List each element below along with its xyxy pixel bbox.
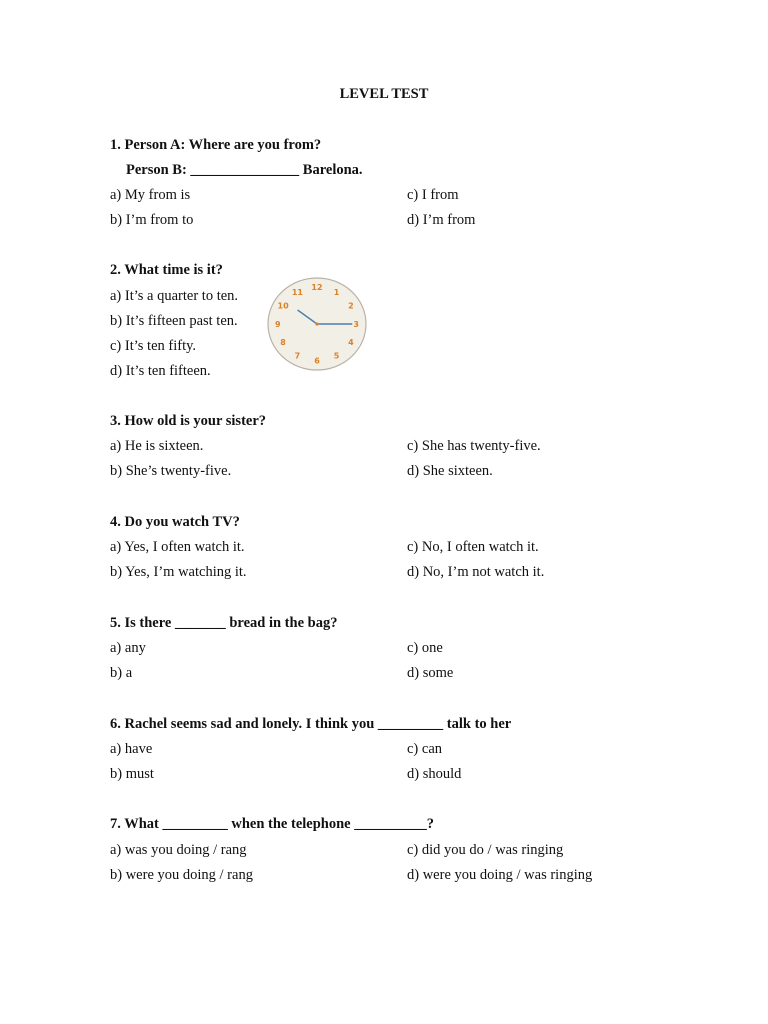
question-4-option-c[interactable]: c) No, I often watch it.: [407, 539, 539, 555]
clock-number-10: 10: [277, 301, 289, 311]
clock-number-6: 6: [314, 356, 320, 366]
question-2-option-b[interactable]: b) It’s fifteen past ten.: [110, 313, 238, 329]
question-1-option-b[interactable]: b) I’m from to: [110, 212, 194, 228]
question-5-option-a[interactable]: a) any: [110, 640, 146, 656]
question-6-option-c[interactable]: c) can: [407, 741, 443, 757]
clock-number-3: 3: [353, 319, 359, 329]
question-2-prompt: 2. What time is it?: [110, 262, 223, 278]
clock-number-5: 5: [333, 351, 340, 361]
question-6-option-a[interactable]: a) have: [110, 741, 153, 757]
question-1-prompt-line-2: Person B: _______________ Barelona.: [126, 162, 363, 178]
clock-number-1: 1: [333, 287, 340, 297]
question-7-option-a[interactable]: a) was you doing / rang: [110, 842, 247, 858]
question-1-option-c[interactable]: c) I from: [407, 187, 459, 203]
question-3-option-b[interactable]: b) She’s twenty-five.: [110, 463, 232, 479]
question-6-option-d[interactable]: d) should: [407, 766, 462, 782]
page-title: LEVEL TEST: [339, 86, 429, 102]
question-6-prompt: 6. Rachel seems sad and lonely. I think you _________ talk to her: [110, 716, 512, 732]
clock-number-8: 8: [280, 338, 286, 348]
clock-number-9: 9: [275, 319, 281, 329]
question-1-prompt: 1. Person A: Where are you from?: [110, 137, 322, 153]
clock-number-4: 4: [348, 338, 354, 348]
clock-image: [266, 276, 368, 372]
question-3-option-d[interactable]: d) She sixteen.: [407, 463, 493, 479]
question-2-option-c[interactable]: c) It’s ten fifty.: [110, 338, 197, 354]
clock-number-2: 2: [348, 301, 354, 311]
question-4-option-a[interactable]: a) Yes, I often watch it.: [110, 539, 245, 555]
question-5-option-b[interactable]: b) a: [110, 665, 133, 681]
question-4-prompt: 4. Do you watch TV?: [110, 514, 240, 530]
clock-number-12: 12: [311, 283, 323, 292]
question-3-option-c[interactable]: c) She has twenty-five.: [407, 438, 541, 454]
question-1-option-a[interactable]: a) My from is: [110, 187, 191, 203]
question-3-prompt: 3. How old is your sister?: [110, 413, 267, 429]
question-3-option-a[interactable]: a) He is sixteen.: [110, 438, 204, 454]
clock-number-11: 11: [291, 287, 303, 297]
question-7-option-c[interactable]: c) did you do / was ringing: [407, 842, 564, 858]
question-4-option-b[interactable]: b) Yes, I’m watching it.: [110, 564, 247, 580]
question-1-option-d[interactable]: d) I’m from: [407, 212, 476, 228]
question-5-prompt: 5. Is there _______ bread in the bag?: [110, 615, 338, 631]
question-2-option-a[interactable]: a) It’s a quarter to ten.: [110, 288, 239, 304]
question-7-option-d[interactable]: d) were you doing / was ringing: [407, 867, 593, 883]
question-7-option-b[interactable]: b) were you doing / rang: [110, 867, 253, 883]
question-7-prompt: 7. What _________ when the telephone __________?: [110, 816, 434, 832]
question-5-option-d[interactable]: d) some: [407, 665, 454, 681]
clock-number-7: 7: [294, 351, 301, 361]
question-2-option-d[interactable]: d) It’s ten fifteen.: [110, 363, 211, 379]
question-5-option-c[interactable]: c) one: [407, 640, 443, 656]
question-6-option-b[interactable]: b) must: [110, 766, 154, 782]
clock-center: [315, 322, 318, 325]
question-4-option-d[interactable]: d) No, I’m not watch it.: [407, 564, 545, 580]
